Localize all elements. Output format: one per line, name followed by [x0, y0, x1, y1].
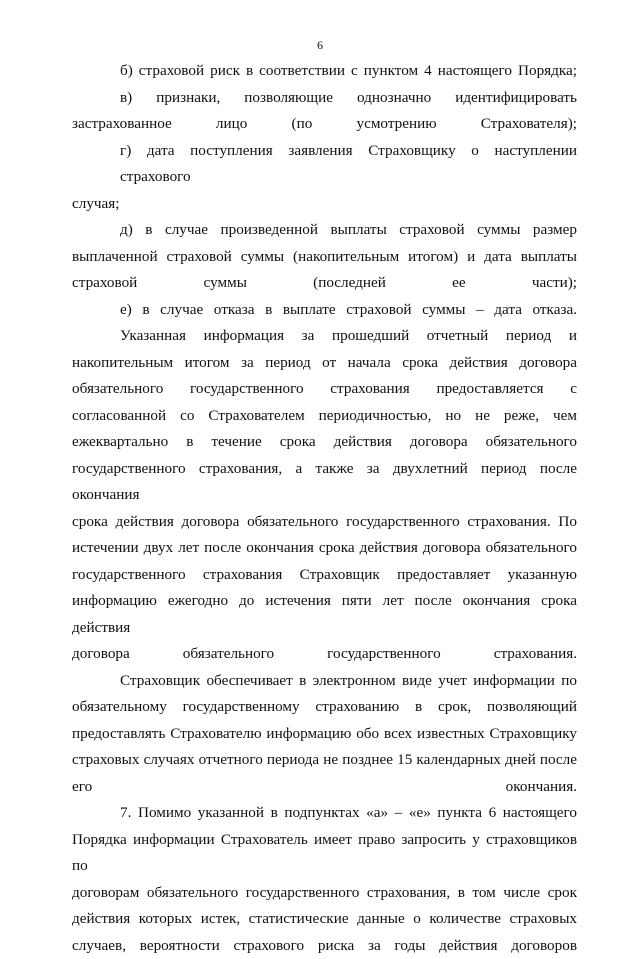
- text-line: договорам обязательного государственного страхования, в том числе срок: [72, 880, 577, 907]
- text-line: предоставлять Страхователю информацию обо всех известных Страховщику: [72, 721, 577, 748]
- text-line: накопительным итогом за период от начала срока действия договора: [72, 350, 577, 377]
- text-line: обязательного государственного страхования предоставляется с: [72, 376, 577, 403]
- text-line: договора обязательного государственного страхования.: [72, 641, 577, 668]
- text-line: г) дата поступления заявления Страховщику о наступлении страхового: [72, 138, 577, 191]
- text-line: информацию ежегодно до истечения пяти лет после окончания срока действия: [72, 588, 577, 641]
- text-line: страховых случаях отчетного периода не позднее 15 календарных дней после: [72, 747, 577, 774]
- text-line: страховой суммы (последней ее части);: [72, 270, 577, 297]
- text-line: обязательному государственному страхованию в срок, позволяющий: [72, 694, 577, 721]
- text-line: е) в случае отказа в выплате страховой суммы – дата отказа.: [72, 297, 577, 324]
- text-line: Страховщик обеспечивает в электронном виде учет информации по: [72, 668, 577, 695]
- text-line: б) страховой риск в соответствии с пунктом 4 настоящего Порядка;: [72, 58, 577, 85]
- page-number: 6: [0, 38, 640, 53]
- text-line: выплаченной страховой суммы (накопительным итогом) и дата выплаты: [72, 244, 577, 271]
- text-line: истечении двух лет после окончания срока действия договора обязательного: [72, 535, 577, 562]
- text-line: Указанная информация за прошедший отчетный период и: [72, 323, 577, 350]
- text-line: д) в случае произведенной выплаты страховой суммы размер: [72, 217, 577, 244]
- text-line: действия которых истек, статистические данные о количестве страховых: [72, 906, 577, 933]
- text-line: в) признаки, позволяющие однозначно идентифицировать: [72, 85, 577, 112]
- text-line: срока действия договора обязательного государственного страхования. По: [72, 509, 577, 536]
- text-line: согласованной со Страхователем периодичностью, но не реже, чем: [72, 403, 577, 430]
- text-line: случаев, вероятности страхового риска за годы действия договоров: [72, 933, 577, 959]
- text-line: случая;: [72, 191, 577, 218]
- text-line: ежеквартально в течение срока действия договора обязательного: [72, 429, 577, 456]
- text-line: 7. Помимо указанной в подпунктах «а» – «е» пункта 6 настоящего: [72, 800, 577, 827]
- text-line: государственного страхования, а также за двухлетний период после окончания: [72, 456, 577, 509]
- text-line: его окончания.: [72, 774, 577, 801]
- document-body: [72, 58, 577, 959]
- text-line: Порядка информации Страхователь имеет право запросить у страховщиков по: [72, 827, 577, 880]
- text-line: застрахованное лицо (по усмотрению Страхователя);: [72, 111, 577, 138]
- text-line: государственного страхования Страховщик предоставляет указанную: [72, 562, 577, 589]
